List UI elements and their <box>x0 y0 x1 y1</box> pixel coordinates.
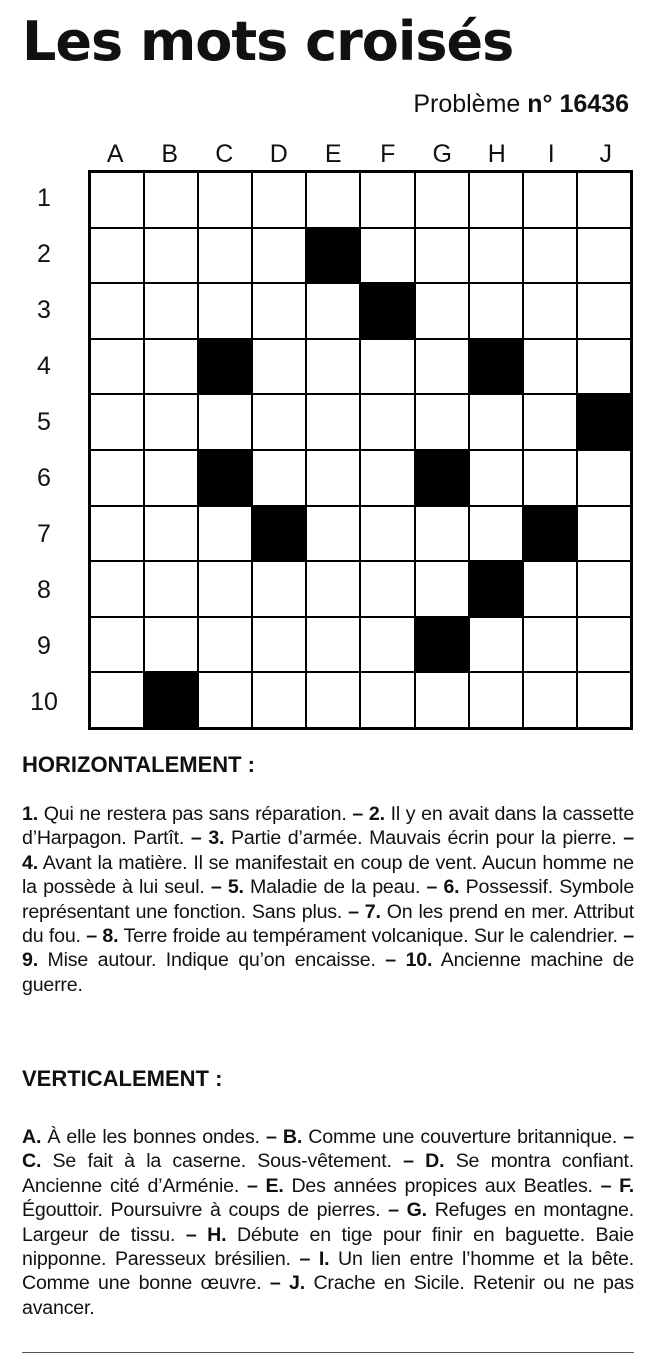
grid-cell-b1[interactable] <box>144 172 198 228</box>
grid-cell-h3[interactable] <box>469 283 523 339</box>
clue-separator: – <box>375 949 406 972</box>
grid-cell-j6[interactable] <box>577 450 631 506</box>
problem-number <box>413 88 629 120</box>
clue-separator: – <box>420 876 444 899</box>
grid-cell-g2[interactable] <box>415 228 469 284</box>
grid-cell-a6[interactable] <box>90 450 144 506</box>
column-label-f: F <box>380 140 396 168</box>
grid-cell-f1[interactable] <box>360 172 414 228</box>
problem-id: n° 16436 <box>527 90 629 118</box>
black-cell-f3 <box>360 283 414 339</box>
grid-cell-h10[interactable] <box>469 672 523 728</box>
clue-separator: – <box>346 803 369 825</box>
clue-number: J. <box>289 1272 305 1295</box>
clue-number: D. <box>425 1150 445 1173</box>
clue-text: Mise autour. Indique qu’on encaisse. <box>37 949 376 972</box>
row-label-4: 4 <box>37 351 51 380</box>
grid-cell-d4[interactable] <box>252 339 306 395</box>
column-label-e: E <box>324 140 342 168</box>
clue-text: Maladie de la peau. <box>243 876 421 899</box>
clue-text: Terre froide au tempérament volcanique. Sur le calendrier. <box>118 925 618 948</box>
grid-cell-g5[interactable] <box>415 394 469 450</box>
clue-text: Débute en tige pour finir en baguette. Baie nipponne. Paresseux brésilien. <box>22 1223 634 1271</box>
black-cell-d7 <box>252 506 306 562</box>
grid-cell-j2[interactable] <box>577 228 631 284</box>
grid-cell-h9[interactable] <box>469 617 523 673</box>
column-labels <box>88 140 633 168</box>
black-cell-g9 <box>415 617 469 673</box>
grid-cell-h7[interactable] <box>469 506 523 562</box>
grid-cell-c1[interactable] <box>198 172 252 228</box>
grid-cell-d2[interactable] <box>252 228 306 284</box>
grid-cell-d1[interactable] <box>252 172 306 228</box>
row-label-3: 3 <box>37 295 51 324</box>
grid-cell-d6[interactable] <box>252 450 306 506</box>
clue-separator: – <box>342 900 365 923</box>
grid-cell-h5[interactable] <box>469 394 523 450</box>
clue-number: 7. <box>364 900 381 923</box>
grid-cell-c3[interactable] <box>198 283 252 339</box>
row-label-8: 8 <box>37 575 51 604</box>
clue-text: Se montra confiant. Ancienne cité d’Arménie. <box>22 1150 635 1197</box>
grid-cell-e4[interactable] <box>306 339 360 395</box>
grid-cell-g4[interactable] <box>415 339 469 395</box>
column-label-a: A <box>106 140 124 168</box>
clue-text: Comme une couverture britannique. <box>302 1126 618 1148</box>
row-label-1: 1 <box>37 183 51 212</box>
clue-number: G. <box>406 1199 427 1222</box>
grid-cell-e1[interactable] <box>306 172 360 228</box>
row-label-5: 5 <box>37 407 51 436</box>
grid-cell-b6[interactable] <box>144 450 198 506</box>
grid-cell-i8[interactable] <box>523 561 577 617</box>
grid-cell-a10[interactable] <box>90 672 144 728</box>
grid-cell-a7[interactable] <box>90 506 144 562</box>
clue-text: On les prend en mer. Attribut du fou. <box>22 900 635 948</box>
grid-cell-e8[interactable] <box>306 561 360 617</box>
grid-cell-c8[interactable] <box>198 561 252 617</box>
grid-cell-g1[interactable] <box>415 172 469 228</box>
clue-text: Qui ne restera pas sans réparation. <box>37 803 347 825</box>
black-cell-i7 <box>523 506 577 562</box>
clue-text: Un lien entre l’homme et la bête. Comme une bonne œuvre. <box>22 1248 634 1295</box>
row-label-9: 9 <box>37 631 51 660</box>
row-labels <box>22 170 66 730</box>
black-cell-h8 <box>469 561 523 617</box>
grid-cell-c2[interactable] <box>198 228 252 284</box>
column-label-h: H <box>487 140 506 168</box>
clue-number: 8. <box>102 925 119 948</box>
clue-number: 6. <box>443 876 460 899</box>
black-cell-b10 <box>144 672 198 728</box>
clue-text: Des années propices aux Beatles. <box>283 1174 593 1197</box>
grid-cell-j3[interactable] <box>577 283 631 339</box>
grid-cell-b4[interactable] <box>144 339 198 395</box>
clue-separator: – <box>80 925 103 948</box>
grid-cell-a9[interactable] <box>90 617 144 673</box>
clue-number: I. <box>318 1248 330 1271</box>
clue-text: Ancienne machine de guerre. <box>22 949 635 996</box>
clue-number: B. <box>282 1126 303 1148</box>
grid-cell-c5[interactable] <box>198 394 252 450</box>
vertical-heading: VERTICALEMENT : <box>22 1066 223 1091</box>
grid-cell-i4[interactable] <box>523 339 577 395</box>
grid-cell-b2[interactable] <box>144 228 198 284</box>
horizontal-clues <box>22 802 634 997</box>
clue-separator: – <box>204 876 228 899</box>
clue-separator: – <box>290 1248 319 1271</box>
grid-cell-i9[interactable] <box>523 617 577 673</box>
grid-cell-f9[interactable] <box>360 617 414 673</box>
clue-separator: – <box>617 1126 634 1148</box>
grid-cell-f6[interactable] <box>360 450 414 506</box>
clue-number: 9. <box>22 949 38 972</box>
grid-cell-j1[interactable] <box>577 172 631 228</box>
grid-cell-i2[interactable] <box>523 228 577 284</box>
grid-cell-a4[interactable] <box>90 339 144 395</box>
grid-cell-e7[interactable] <box>306 506 360 562</box>
black-cell-h4 <box>469 339 523 395</box>
grid-cell-j8[interactable] <box>577 561 631 617</box>
bottom-divider <box>22 1352 634 1353</box>
clue-number: 1. <box>22 803 38 825</box>
clue-number: 2. <box>368 803 385 825</box>
clue-separator: – <box>616 827 635 850</box>
grid-cell-g10[interactable] <box>415 672 469 728</box>
grid-cell-b5[interactable] <box>144 394 198 450</box>
black-cell-j5 <box>577 394 631 450</box>
horizontal-heading: HORIZONTALEMENT : <box>22 752 256 777</box>
grid-cell-j10[interactable] <box>577 672 631 728</box>
grid-cell-c10[interactable] <box>198 672 252 728</box>
clue-separator: – <box>239 1174 266 1197</box>
clue-number: H. <box>207 1223 227 1246</box>
grid-cell-b8[interactable] <box>144 561 198 617</box>
crossword-grid[interactable] <box>88 170 633 730</box>
grid-cell-b3[interactable] <box>144 283 198 339</box>
grid-cell-d5[interactable] <box>252 394 306 450</box>
grid-cell-i10[interactable] <box>523 672 577 728</box>
column-label-j: J <box>599 140 612 168</box>
column-label-c: C <box>215 140 234 168</box>
grid-cell-j7[interactable] <box>577 506 631 562</box>
grid-cell-f8[interactable] <box>360 561 414 617</box>
clue-separator: – <box>592 1174 620 1197</box>
grid-cell-f4[interactable] <box>360 339 414 395</box>
grid-cell-c7[interactable] <box>198 506 252 562</box>
grid-cell-i3[interactable] <box>523 283 577 339</box>
row-label-10: 10 <box>30 687 58 716</box>
grid-cell-f2[interactable] <box>360 228 414 284</box>
clue-separator: – <box>259 1126 283 1148</box>
clue-number: E. <box>265 1174 284 1197</box>
vertical-clues <box>22 1125 634 1320</box>
grid-cell-g8[interactable] <box>415 561 469 617</box>
grid-cell-e6[interactable] <box>306 450 360 506</box>
clue-separator: – <box>261 1272 290 1295</box>
grid-cell-i5[interactable] <box>523 394 577 450</box>
grid-cell-j9[interactable] <box>577 617 631 673</box>
grid-cell-e3[interactable] <box>306 283 360 339</box>
grid-cell-d10[interactable] <box>252 672 306 728</box>
problem-label: Problème <box>413 90 521 118</box>
clue-separator: – <box>380 1199 407 1222</box>
grid-cell-e5[interactable] <box>306 394 360 450</box>
clue-text: Avant la matière. Il se manifestait en coup de vent. Aucun homme ne la possède à lui seul. <box>22 851 634 899</box>
grid-cell-i1[interactable] <box>523 172 577 228</box>
clue-text: Refuges en montagne. Largeur de tissu. <box>22 1199 634 1246</box>
grid-cell-g3[interactable] <box>415 283 469 339</box>
grid-cell-g7[interactable] <box>415 506 469 562</box>
row-label-2: 2 <box>37 239 51 268</box>
grid-cell-a1[interactable] <box>90 172 144 228</box>
grid-cell-e10[interactable] <box>306 672 360 728</box>
clue-text: Possessif. Symbole représentant une fonction. Sans plus. <box>22 876 635 923</box>
clue-number: F. <box>619 1174 634 1197</box>
column-label-b: B <box>161 140 179 168</box>
grid-cell-j4[interactable] <box>577 339 631 395</box>
clue-text: Crache en Sicile. Retenir ou ne pas avancer. <box>22 1272 634 1319</box>
clue-separator: – <box>175 1223 208 1246</box>
grid-cell-h6[interactable] <box>469 450 523 506</box>
black-cell-e2 <box>306 228 360 284</box>
clue-text: Égouttoir. Poursuivre à coups de pierres. <box>22 1199 381 1222</box>
grid-cell-a2[interactable] <box>90 228 144 284</box>
column-label-g: G <box>432 140 452 168</box>
grid-cell-d3[interactable] <box>252 283 306 339</box>
grid-cell-a8[interactable] <box>90 561 144 617</box>
clue-number: C. <box>22 1150 42 1173</box>
clue-text: Partie d’armée. Mauvais écrin pour la pierre. <box>224 827 617 850</box>
column-label-i: I <box>547 140 555 168</box>
grid-cell-f5[interactable] <box>360 394 414 450</box>
black-cell-c6 <box>198 450 252 506</box>
clue-number: 3. <box>208 827 225 850</box>
clue-separator: – <box>184 827 209 850</box>
grid-cell-e9[interactable] <box>306 617 360 673</box>
grid-cell-c9[interactable] <box>198 617 252 673</box>
grid-cell-a3[interactable] <box>90 283 144 339</box>
black-cell-g6 <box>415 450 469 506</box>
grid-cell-f7[interactable] <box>360 506 414 562</box>
clue-separator: – <box>391 1150 426 1173</box>
grid-cell-a5[interactable] <box>90 394 144 450</box>
clue-text: Il y en avait dans la cassette d’Harpagon. Partît. <box>22 803 635 850</box>
clue-number: 5. <box>227 876 244 899</box>
row-label-7: 7 <box>37 519 51 548</box>
grid-cell-h2[interactable] <box>469 228 523 284</box>
grid-cell-f10[interactable] <box>360 672 414 728</box>
grid-cell-b9[interactable] <box>144 617 198 673</box>
grid-cell-d8[interactable] <box>252 561 306 617</box>
clue-text: À elle les bonnes ondes. <box>41 1126 260 1148</box>
clue-text: Se fait à la caserne. Sous-vêtement. <box>41 1150 392 1173</box>
column-label-d: D <box>269 140 288 168</box>
grid-cell-i6[interactable] <box>523 450 577 506</box>
grid-cell-h1[interactable] <box>469 172 523 228</box>
row-label-6: 6 <box>37 463 51 492</box>
grid-cell-b7[interactable] <box>144 506 198 562</box>
black-cell-c4 <box>198 339 252 395</box>
clue-separator: – <box>617 925 634 948</box>
grid-cell-d9[interactable] <box>252 617 306 673</box>
clue-number: 10. <box>405 949 433 972</box>
clue-number: A. <box>22 1126 42 1148</box>
clue-number: 4. <box>22 851 38 874</box>
page-title: Les mots croisés <box>22 10 514 73</box>
